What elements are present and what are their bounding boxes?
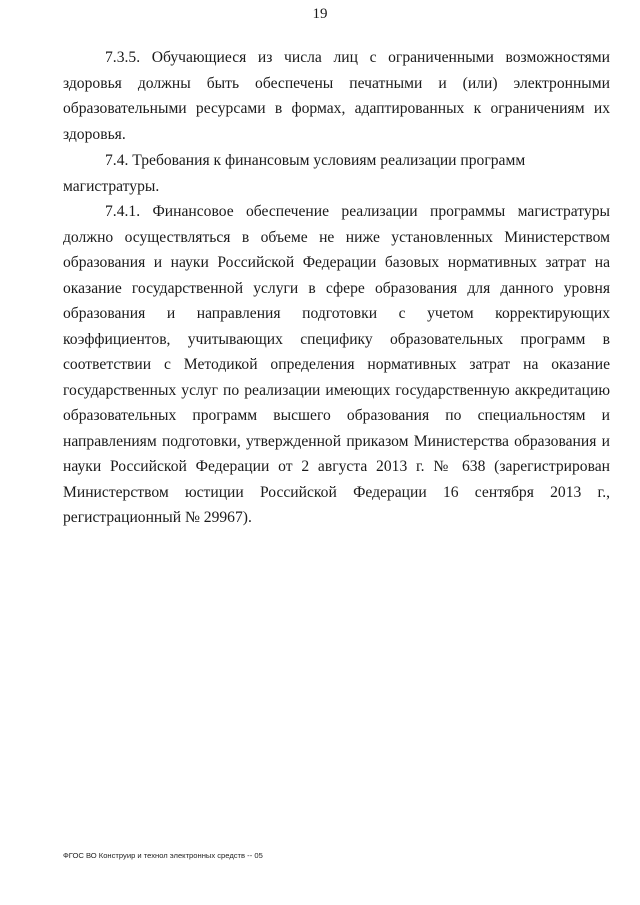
section-heading-7-4: 7.4. Требования к финансовым условиям реализации программ магистратуры. [63, 152, 526, 195]
paragraph-7-4-1: 7.4.1. Финансовое обеспечение реализации программы магистратуры должно осуществляться в объеме не ниже установленных Министерством образования и науки Российской Федерации базовых нормативных затрат на оказание государственной услуги в сфере образования для данного уровня образования и направления подготовки с учетом корректирующих коэффициентов, учитывающих специфику образовательных программ в соответствии с Методикой определения нормативных затрат на оказание государственных услуг по реализации имеющих государственную аккредитацию образовательных программ высшего образования по специальностям и направлениям подготовки, утвержденной приказом Министерства образования и науки Российской Федерации от 2 августа 2013 г. № 638 (зарегистрирован Министерством юстиции Российской Федерации 16 сентября 2013 г., регистрационный № 29967). [63, 203, 610, 526]
page-number: 19 [312, 6, 328, 22]
document-body [63, 45, 610, 531]
page-footer: ФГОС ВО Конструир и технол электронных средств -- 05 [63, 851, 263, 860]
paragraph-7-3-5: 7.3.5. Обучающиеся из числа лиц с ограниченными возможностями здоровья должны быть обеспечены печатными и (или) электронными образовательными ресурсами в формах, адаптированных к ограничениям их здоровья. [63, 49, 610, 143]
